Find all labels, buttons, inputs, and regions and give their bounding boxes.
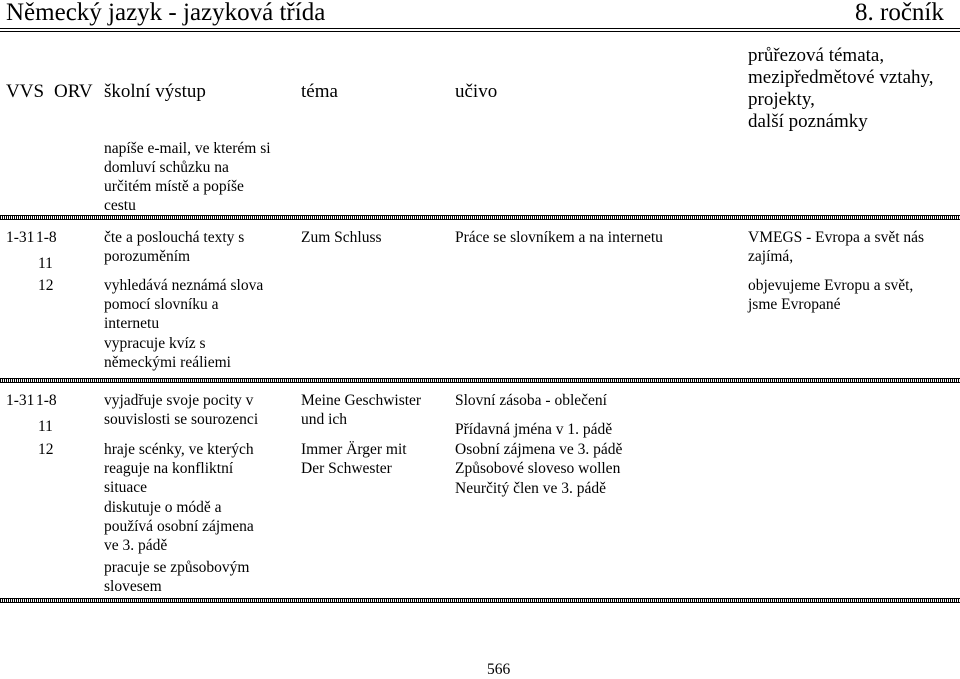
orv-code: 1-8	[36, 229, 57, 246]
topic-cell: Meine Geschwister und ich	[301, 392, 422, 428]
section-divider	[0, 378, 960, 383]
orv-code: 11	[38, 418, 53, 435]
col-header-topic: téma	[301, 81, 338, 102]
outcome-item: čte a poslouchá texty s porozuměním	[104, 229, 245, 265]
content-cell: Práce se slovníkem a na internetu	[455, 229, 663, 246]
cross-cell: VMEGS - Evropa a svět nás zajímá,	[748, 229, 925, 265]
col-header-orv: ORV	[54, 81, 93, 102]
col-header-cross: průřezová témata, mezipředmětové vztahy, projekty, další poznámky	[748, 45, 934, 132]
page-number: 566	[487, 661, 511, 678]
outcome-item: vyjadřuje svoje pocity v souvislosti se sourozenci	[104, 392, 259, 428]
section-divider	[0, 598, 960, 603]
content-cell: Slovní zásoba - oblečení	[455, 392, 607, 409]
orv-code: 1-8	[36, 392, 57, 409]
vvs-code: 1-31	[6, 392, 35, 409]
outcome-item: diskutuje o módě a používá osobní zájmena ve 3. pádě	[104, 499, 254, 554]
col-header-content: učivo	[455, 81, 498, 102]
vvs-code: 1-31	[6, 229, 35, 246]
content-cell: Způsobové sloveso wollen	[455, 460, 621, 477]
content-cell: Přídavná jména v 1. pádě	[455, 421, 613, 438]
cross-cell: objevujeme Evropu a svět, jsme Evropané	[748, 277, 914, 313]
outcome-item: hraje scénky, ve kterých reaguje na konfliktní situace	[104, 441, 254, 496]
orv-code: 11	[38, 255, 53, 272]
topic-cell: Zum Schluss	[301, 229, 382, 246]
topic-cell: Immer Ärger mit Der Schwester	[301, 441, 407, 477]
section-divider	[0, 215, 960, 220]
col-header-outcome: školní výstup	[104, 81, 206, 102]
content-cell: Neurčitý člen ve 3. pádě	[455, 480, 607, 497]
orv-code: 12	[38, 441, 54, 458]
header-divider	[0, 28, 960, 32]
outcome-item: vyhledává neznámá slova pomocí slovníku a internetu	[104, 277, 264, 332]
outcome-item: vypracuje kvíz s německými reáliemi	[104, 335, 231, 371]
page-title: Německý jazyk - jazyková třída	[6, 0, 326, 26]
outcome-item: pracuje se způsobovým slovesem	[104, 559, 250, 595]
grade-label: 8. ročník	[855, 0, 944, 26]
outcome-email: napíše e-mail, ve kterém si domluví schůzku na určitém místě a popíše cestu	[104, 140, 271, 214]
orv-code: 12	[38, 277, 54, 294]
col-header-vvs: VVS	[6, 81, 45, 102]
content-cell: Osobní zájmena ve 3. pádě	[455, 441, 623, 458]
